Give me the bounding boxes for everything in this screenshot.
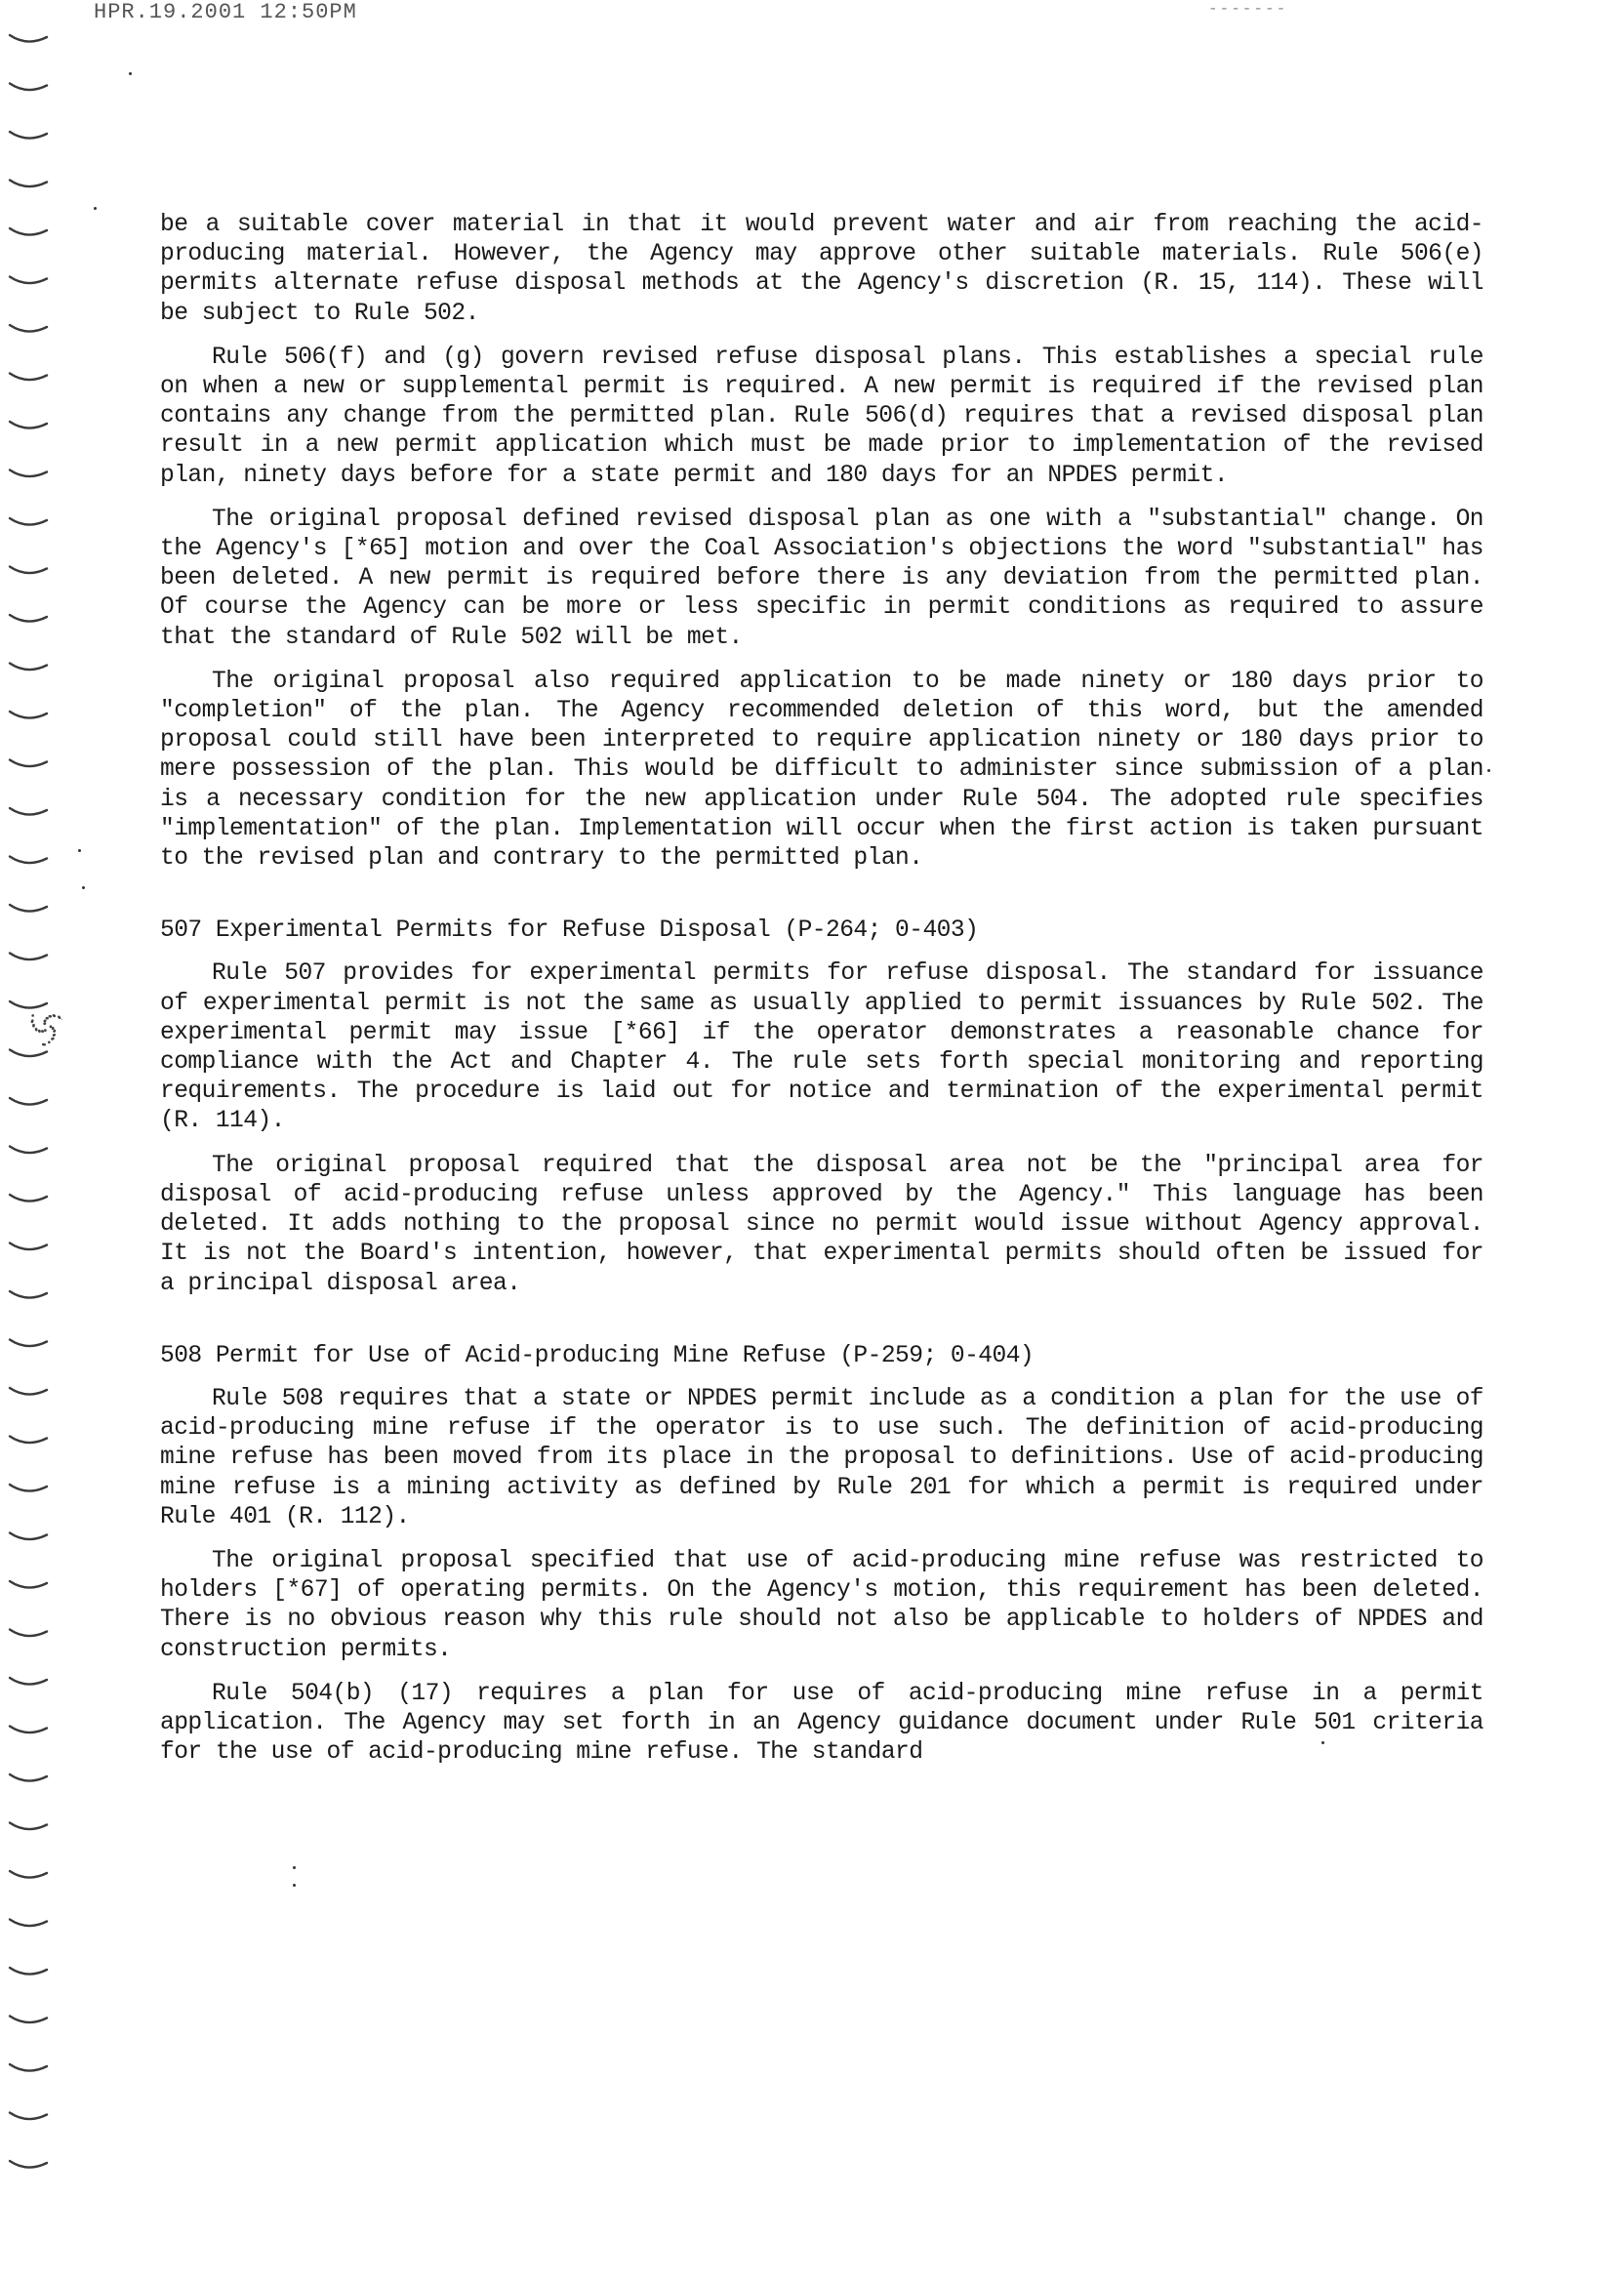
paragraph-506-substantial: The original proposal defined revised disposal plan as one with a "substantial" change. On the Agency's [*65] motion and over the Coal Association's objections the word "substantial" has been deleted. A new permit is required before there is any deviation from the permitted plan. Of course the Agency can be more or less specific in permit conditions as required to assure that the standard of Rule 502 will be met.	[160, 506, 1483, 651]
smudge-dot	[43, 1020, 46, 1023]
smudge-dot	[54, 1030, 57, 1033]
binding-hole-mark	[10, 808, 47, 815]
smudge-dot	[52, 1038, 55, 1040]
binding-hole-mark	[10, 1340, 47, 1347]
smudge-dot	[49, 1015, 52, 1018]
fax-header: HPR.19.2001 12:50PM	[94, 0, 357, 24]
fax-header-marks: -------	[1208, 0, 1288, 18]
paragraph-507-experimental: Rule 507 provides for experimental permits for refuse disposal. The standard for issuance of experimental permit is not the same as usually applied to permit issuances by Rule 502. The experimental permit may issue [*66] if the operator demonstrates a reasonable chance for compliance with the Act and Chapter 4. The rule sets forth special monitoring and reporting requirements. The procedure is laid out for notice and termination of the experimental permit (R. 114).	[160, 960, 1483, 1135]
binding-hole-mark	[10, 1630, 47, 1637]
binding-hole-mark	[10, 1774, 47, 1781]
smudge-dot	[38, 1030, 41, 1033]
binding-hole-mark	[10, 277, 47, 284]
smudge-dot	[31, 1014, 34, 1017]
binding-hole-mark	[10, 1243, 47, 1250]
smudge-dot	[31, 1021, 34, 1024]
smudge-dot	[35, 1029, 38, 1032]
scan-speck	[82, 886, 85, 889]
smudge-dot	[53, 1014, 56, 1017]
smudge-dot	[50, 1025, 53, 1028]
binding-hole-mark	[10, 1533, 47, 1540]
smudge-dot	[32, 1025, 35, 1028]
binding-hole-mark	[10, 1727, 47, 1733]
binding-hole-mark	[10, 181, 47, 187]
binding-hole-mark	[10, 1050, 47, 1057]
binding-hole-mark	[10, 2017, 47, 2023]
binding-marks	[4, 23, 62, 2190]
binding-hole-mark	[10, 567, 47, 574]
smudge-dot	[52, 1027, 55, 1030]
continuation-paragraph: be a suitable cover material in that it would prevent water and air from reaching the acid-producing material. However, the Agency may approve other suitable materials. Rule 506(e) permits alternate refuse disposal methods at the Agency's discretion (R. 15, 114). These will be subject to Rule 502.	[160, 212, 1483, 327]
binding-hole-mark	[10, 905, 47, 912]
binding-hole-mark	[10, 615, 47, 622]
binding-hole-mark	[10, 1001, 47, 1008]
binding-hole-mark	[10, 374, 47, 381]
paragraph-508-plan: Rule 504(b) (17) requires a plan for use of acid-producing mine refuse in a permit application. The Agency may set forth in an Agency guidance document under Rule 501 criteria for the use of acid-producing mine refuse. The standard	[160, 1680, 1483, 1767]
binding-hole-mark	[10, 954, 47, 960]
smudge-dot	[43, 1022, 46, 1025]
smudge-dot	[53, 1034, 56, 1037]
paragraph-506-revised-plans: Rule 506(f) and (g) govern revised refuse disposal plans. This establishes a special rule on when a new or supplemental permit is required. A new permit is required if the revised plan contains any change from the permitted plan. Rule 506(d) requires that a revised disposal plan result in a new permit application which must be made prior to implementation of the revised plan, ninety days before for a state permit and 180 days for an NPDES permit.	[160, 344, 1483, 489]
binding-hole-mark	[10, 2161, 47, 2168]
binding-hole-mark	[10, 228, 47, 235]
binding-hole-mark	[10, 2064, 47, 2071]
binding-hole-mark	[10, 1098, 47, 1105]
scan-speck	[129, 72, 132, 75]
binding-hole-mark	[10, 132, 47, 139]
paragraph-508-requirements: Rule 508 requires that a state or NPDES permit include as a condition a plan for the use of acid-producing mine refuse if the operator is to use such. The definition of acid-producing mine refuse has been moved from its place in the proposal to definitions. Use of acid-producing mine refuse is a mining activity as defined by Rule 201 for which a permit is required under Rule 401 (R. 112).	[160, 1385, 1483, 1530]
binding-hole-mark	[10, 422, 47, 428]
smudge-dot	[41, 1030, 44, 1033]
binding-hole-mark	[10, 1678, 47, 1685]
scan-speck	[94, 207, 97, 210]
smudge-dot	[44, 1029, 47, 1032]
paragraph-508-holders: The original proposal specified that use of acid-producing mine refuse was restricted to holders [*67] of operating permits. On the Agency's motion, this requirement has been deleted. There is no obvious reason why this rule should not also be applicable to holders of NPDES and construction permits.	[160, 1547, 1483, 1663]
binding-hole-mark	[10, 84, 47, 91]
binding-hole-mark	[10, 857, 47, 864]
paragraph-507-principal-area: The original proposal required that the disposal area not be the "principal area for disposal of acid-producing refuse unless approved by the Agency." This language has been deleted. It adds nothing to the proposal since no permit would issue without Agency approval. It is not the Board's intention, however, that experimental permits should often be issued for a principal disposal area.	[160, 1152, 1483, 1297]
section-heading-508: 508 Permit for Use of Acid-producing Mine Refuse (P-259; 0-404)	[160, 1342, 1035, 1369]
scan-speck	[1487, 769, 1490, 772]
binding-hole-mark	[10, 1485, 47, 1491]
binding-hole-mark	[10, 760, 47, 767]
binding-hole-mark	[10, 470, 47, 477]
binding-hole-mark	[10, 1195, 47, 1202]
section-heading-507: 507 Experimental Permits for Refuse Disposal (P-264; 0-403)	[160, 917, 979, 945]
smudge-dot	[46, 1017, 49, 1020]
binding-hole-mark	[10, 2113, 47, 2120]
binding-hole-mark	[10, 1871, 47, 1878]
binding-hole-mark	[10, 1920, 47, 1927]
binding-hole-mark	[10, 1437, 47, 1444]
scan-speck	[293, 1866, 296, 1869]
smudge-dot	[43, 1043, 46, 1046]
scan-speck	[78, 849, 81, 852]
binding-hole-mark	[10, 1823, 47, 1830]
smudge-dot	[61, 1018, 62, 1021]
binding-hole-mark	[10, 1291, 47, 1298]
smudge-dot	[48, 1041, 51, 1044]
paragraph-506-completion: The original proposal also required application to be made ninety or 180 days prior to "completion" of the plan. The Agency recommended deletion of this word, but the amended proposal could still have been interpreted to require application ninety or 180 days prior to mere possession of the plan. This would be difficult to administer since submission of a plan is a necessary condition for the new application under Rule 504. The adopted rule specifies "implementation" of the plan. Implementation will occur when the first action is taken pursuant to the revised plan and contrary to the permitted plan.	[160, 668, 1483, 873]
smudge-dot	[58, 1015, 61, 1018]
binding-hole-mark	[10, 1147, 47, 1154]
document-body	[160, 211, 1483, 1782]
scan-speck	[293, 1884, 296, 1887]
binding-hole-mark	[10, 325, 47, 332]
binding-hole-mark	[10, 1388, 47, 1395]
binding-hole-mark	[10, 664, 47, 671]
binding-hole-mark	[10, 35, 47, 42]
binding-hole-mark	[10, 712, 47, 718]
binding-hole-mark	[10, 518, 47, 525]
binding-hole-mark	[10, 1968, 47, 1975]
binding-hole-mark	[10, 1581, 47, 1588]
